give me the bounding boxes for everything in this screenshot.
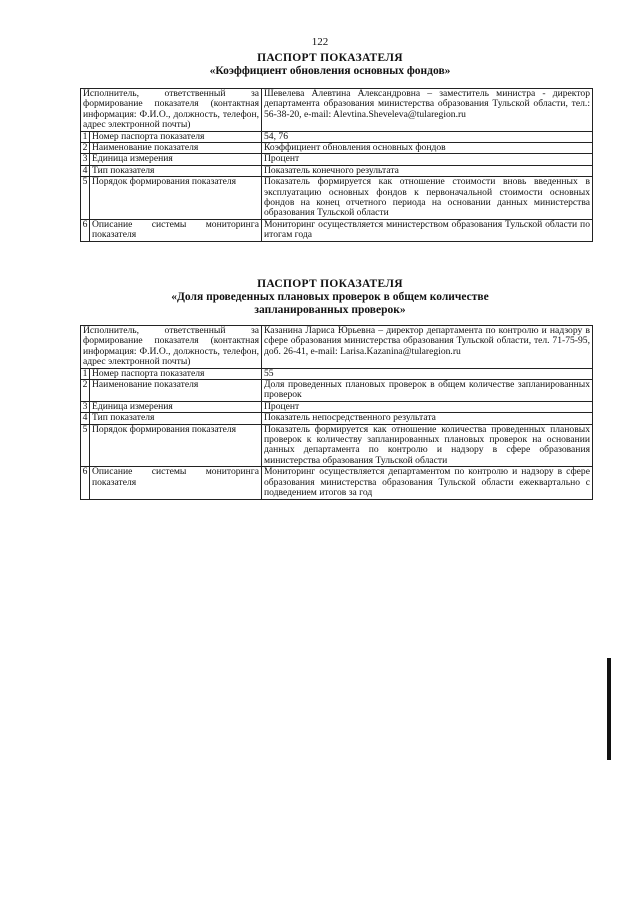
row-label: Наименование показателя: [90, 380, 262, 402]
row-label: Наименование показателя: [90, 143, 262, 154]
table-row: [81, 143, 593, 154]
passport-2-title: ПАСПОРТ ПОКАЗАТЕЛЯ: [257, 278, 403, 290]
table-row: [81, 154, 593, 165]
passport-1-title: ПАСПОРТ ПОКАЗАТЕЛЯ: [257, 52, 403, 64]
passport-2-header: [60, 278, 600, 317]
row-label: Номер паспорта показателя: [90, 131, 262, 142]
row-value: Процент: [262, 401, 593, 412]
row-value: Мониторинг осуществляется министерством образования Тульской области по итогам года: [262, 219, 593, 241]
scan-edge-mark: [607, 658, 611, 760]
row-value: Коэффициент обновления основных фондов: [262, 143, 593, 154]
row-value: 54, 76: [262, 131, 593, 142]
row-label: Описание системы мониторинга показателя: [90, 467, 262, 499]
row-label: Описание системы мониторинга показателя: [90, 219, 262, 241]
table-row: [81, 380, 593, 402]
row-number: 1: [81, 131, 90, 142]
passport-2-subtitle: «Доля проведенных плановых проверок в общем количестве запланированных проверок»: [171, 291, 489, 316]
row-value: Показатель формируется как отношение стоимости вновь введенных в эксплуатацию основных фондов к первоначальной стоимости основных фондов на конец отчетного периода на основании данных министерства образования Тульской области: [262, 177, 593, 220]
row-number: 6: [81, 219, 90, 241]
row-number: 4: [81, 413, 90, 424]
passport-1-subtitle: «Коэффициент обновления основных фондов»: [209, 65, 451, 77]
row-label: Тип показателя: [90, 165, 262, 176]
page-number: 122: [311, 36, 329, 48]
row-number: 3: [81, 401, 90, 412]
table-row: [81, 131, 593, 142]
row-number: 5: [81, 424, 90, 467]
row-value: Мониторинг осуществляется департаментом по контролю и надзору в сфере образования министерства образования Тульской области ежеквартально с подведением итогов за год: [262, 467, 593, 499]
row-label: Номер паспорта показателя: [90, 368, 262, 379]
row-number: 6: [81, 467, 90, 499]
table-row: [81, 177, 593, 220]
table-row: [81, 401, 593, 412]
passport-1-header: [60, 52, 600, 78]
table-row: [81, 368, 593, 379]
executor-value: Казанина Лариса Юрьевна – директор департамента по контролю и надзору в сфере образования министерства образования Тульской области, тел. 71-75-95, доб. 26-41, e-mail: Larisa.Kazanina@tularegion.ru: [262, 326, 593, 369]
row-value: 55: [262, 368, 593, 379]
row-value: Процент: [262, 154, 593, 165]
table-row: [81, 413, 593, 424]
row-label: Тип показателя: [90, 413, 262, 424]
table-row: [81, 89, 593, 132]
row-label: Единица измерения: [90, 401, 262, 412]
row-number: 3: [81, 154, 90, 165]
row-number: 4: [81, 165, 90, 176]
row-label: Порядок формирования показателя: [90, 177, 262, 220]
table-row: [81, 219, 593, 241]
row-number: 5: [81, 177, 90, 220]
passport-2-table: [80, 325, 593, 500]
row-value: Показатель формируется как отношение количества проведенных плановых проверок к количеству запланированных плановых проверок на основании данных департамента по контролю и надзору в сфере образования министерства образования Тульской области: [262, 424, 593, 467]
row-label: Единица измерения: [90, 154, 262, 165]
row-number: 1: [81, 368, 90, 379]
row-number: 2: [81, 143, 90, 154]
table-row: [81, 326, 593, 369]
executor-value: Шевелева Алевтина Александровна – заместитель министра - директор департамента образования министерства образования Тульской области, тел.: 56-38-20, e-mail: Alevtina.Sheveleva@tularegion.ru: [262, 89, 593, 132]
row-number: 2: [81, 380, 90, 402]
row-label: Порядок формирования показателя: [90, 424, 262, 467]
row-value: Доля проведенных плановых проверок в общем количестве запланированных проверок: [262, 380, 593, 402]
row-value: Показатель конечного результата: [262, 165, 593, 176]
executor-label: Исполнитель, ответственный за формирование показателя (контактная информация: Ф.И.О., должность, телефон, адрес электронной почты): [81, 326, 262, 369]
row-value: Показатель непосредственного результата: [262, 413, 593, 424]
table-row: [81, 467, 593, 499]
executor-label: Исполнитель, ответственный за формирование показателя (контактная информация: Ф.И.О., должность, телефон, адрес электронной почты): [81, 89, 262, 132]
table-row: [81, 424, 593, 467]
passport-1-table: [80, 88, 593, 242]
table-row: [81, 165, 593, 176]
